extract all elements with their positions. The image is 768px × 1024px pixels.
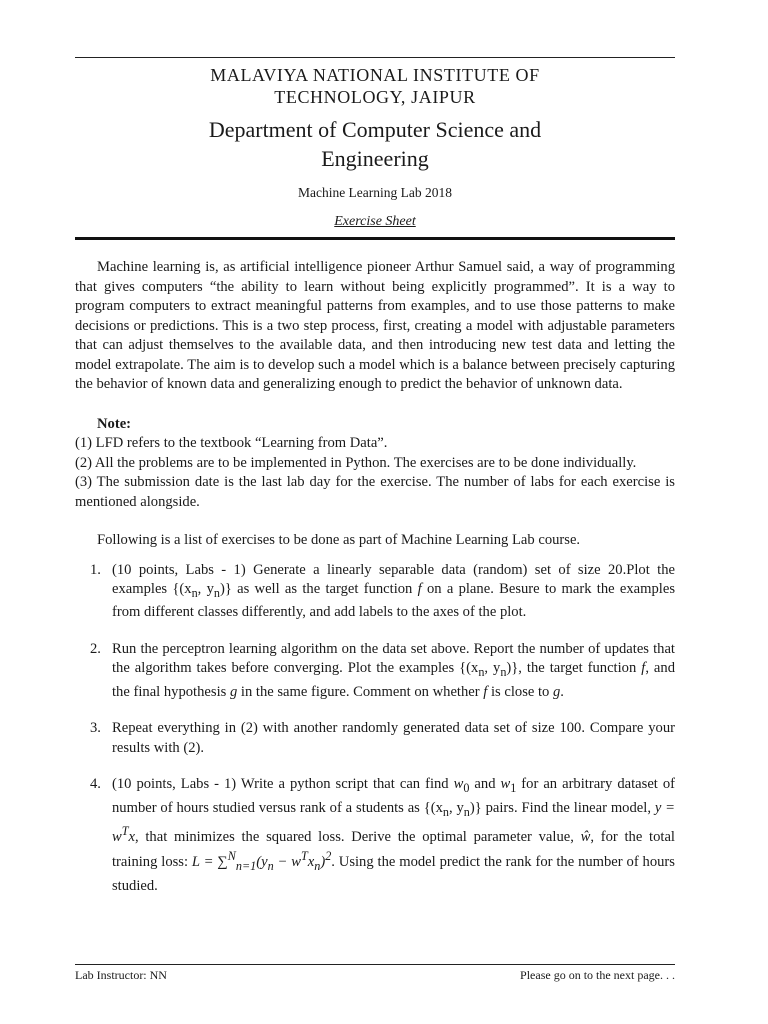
sheet-title: Exercise Sheet xyxy=(334,214,416,229)
department-name-line-1: Department of Computer Science and xyxy=(208,117,542,142)
math-f: f xyxy=(641,660,646,677)
footer-rule xyxy=(75,964,675,965)
header-top-rule xyxy=(75,57,675,58)
math-part: x xyxy=(307,854,315,871)
exercise-item-2 xyxy=(75,640,675,702)
intro-paragraph: Machine learning is, as artificial intelligence pioneer Arthur Samuel said, a way of programming that gives computers “the ability to learn without being explicitly programmed”. It is a way to program computers to extract meaningful patterns from examples, and to use those patterns to make decisions or predictions. This is a two step process, first, creating a model with adjustable parameters that can adjust themselves to the available data, and then introducing new test data and letting the model extrapolate. The aim is to develop such a model which is a balance between precisely capturing the behavior of known data and generalizing enough to predict the behavior of unknown data. xyxy=(75,259,675,392)
exercise-text: and xyxy=(469,776,501,793)
exercise-text: . Using the model predict the rank for the number of hours studied. xyxy=(112,854,675,894)
footer-instructor: Lab Instructor: NN xyxy=(75,968,167,982)
math-g: g xyxy=(553,683,561,700)
exercise-text: for an arbitrary dataset of number of hours studied versus rank of a students as xyxy=(112,776,676,816)
math-subscript: n xyxy=(314,859,321,874)
exercise-text: is close to xyxy=(487,683,553,700)
math-part: ) xyxy=(320,854,326,871)
math-subscript: n=1 xyxy=(235,859,257,874)
exercise-item-3 xyxy=(75,719,675,758)
math-w0: w xyxy=(453,776,464,793)
institute-name xyxy=(75,64,675,108)
math-superscript: 2 xyxy=(325,849,332,864)
exercise-list-intro: Following is a list of exercises to be done as part of Machine Learning Lab course. xyxy=(97,532,581,548)
math-part: (y xyxy=(256,854,268,871)
footer-next-page: Please go on to the next page. . . xyxy=(520,968,675,982)
math-part: {(x xyxy=(459,660,479,677)
math-subscript: n xyxy=(463,804,470,819)
exercise-text: as well as the target function xyxy=(231,581,418,597)
math-w1: w xyxy=(500,776,511,793)
math-subscript: n xyxy=(478,665,485,680)
institute-name-line-1: MALAVIYA NATIONAL INSTITUTE OF xyxy=(210,65,540,85)
math-part: , y xyxy=(484,660,501,677)
exercise-text: , for the total training loss: xyxy=(112,828,675,871)
math-part: , y xyxy=(448,799,464,816)
institute-name-line-2: TECHNOLOGY, JAIPUR xyxy=(274,87,476,107)
exercise-item-4 xyxy=(75,775,675,896)
math-part: x xyxy=(128,828,135,845)
exercise-text: in the same figure. Comment on whether xyxy=(237,683,484,700)
math-subscript: 1 xyxy=(510,781,517,796)
math-superscript: N xyxy=(227,849,236,864)
exercise-text: pairs. Find the linear model, xyxy=(481,799,655,816)
math-subscript: 0 xyxy=(463,781,470,796)
exercise-number: 4. xyxy=(90,776,101,793)
note-title: Note: xyxy=(97,415,132,432)
math-g: g xyxy=(229,683,238,700)
math-part: − w xyxy=(273,854,301,871)
course-title: Machine Learning Lab 2018 xyxy=(297,185,453,200)
exercise-number: 1. xyxy=(90,561,101,578)
math-subscript: n xyxy=(267,859,274,874)
math-f: f xyxy=(417,581,422,597)
math-part: )} xyxy=(506,660,519,677)
math-part: {(x xyxy=(172,581,192,597)
math-part: )} xyxy=(469,799,482,816)
document-header xyxy=(75,64,675,230)
math-part: y = w xyxy=(112,799,676,845)
math-w-hat: ŵ xyxy=(580,828,591,845)
exercise-text: , the target function xyxy=(518,660,642,677)
document-body xyxy=(75,258,675,913)
math-part: {(x xyxy=(423,799,443,816)
math-example-set xyxy=(172,581,232,600)
exercise-text: . xyxy=(560,683,564,700)
math-f: f xyxy=(483,683,488,700)
math-subscript: n xyxy=(191,585,198,600)
exercise-text: Run the perceptron learning algorithm on the data set above. Report the number of updates that the algorithm takes before converging. Plot the examples xyxy=(112,640,675,677)
math-loss-formula xyxy=(191,849,332,874)
exercise-number: 3. xyxy=(90,720,101,737)
sum-symbol: ∑ xyxy=(217,854,228,871)
math-subscript: n xyxy=(500,665,507,680)
exercise-text: on a plane. Besure to mark the examples from different classes differently, and add labels to the axes of the plot. xyxy=(112,581,676,621)
exercise-item-1 xyxy=(75,561,675,623)
math-superscript: T xyxy=(300,849,308,864)
note-item-1: (1) LFD refers to the textbook “Learning from Data”. xyxy=(75,435,388,451)
exercise-text: (10 points, Labs - 1) Write a python script that can find xyxy=(112,776,454,793)
exercise-text: Repeat everything in (2) with another randomly generated data set of size 100. Compare your results with (2). xyxy=(112,720,675,756)
department-name-line-2: Engineering xyxy=(321,146,429,171)
math-part: )} xyxy=(219,581,232,597)
math-example-set xyxy=(459,660,519,680)
math-subscript: n xyxy=(213,585,220,600)
math-subscript: n xyxy=(442,804,449,819)
exercise-text: , that minimizes the squared loss. Derive the optimal parameter value, xyxy=(134,828,581,845)
header-bottom-rule xyxy=(75,237,675,240)
exercise-text: , and the final hypothesis xyxy=(112,660,676,700)
note-item-3: (3) The submission date is the last lab day for the exercise. The number of labs for each exercise is mentioned alongside. xyxy=(75,474,675,510)
page-footer xyxy=(75,968,675,983)
math-part: , y xyxy=(197,581,214,597)
exercise-number: 2. xyxy=(90,640,101,657)
math-superscript: T xyxy=(121,824,129,839)
department-name xyxy=(75,115,675,173)
math-example-set xyxy=(423,799,482,819)
note-item-2: (2) All the problems are to be implemented in Python. The exercises are to be done individually. xyxy=(75,454,637,471)
math-part: L = xyxy=(191,854,218,871)
exercise-list xyxy=(75,561,675,897)
exercise-text: (10 points, Labs - 1) Generate a linearly separable data (random) set of size 20.Plot the examples xyxy=(112,561,675,597)
